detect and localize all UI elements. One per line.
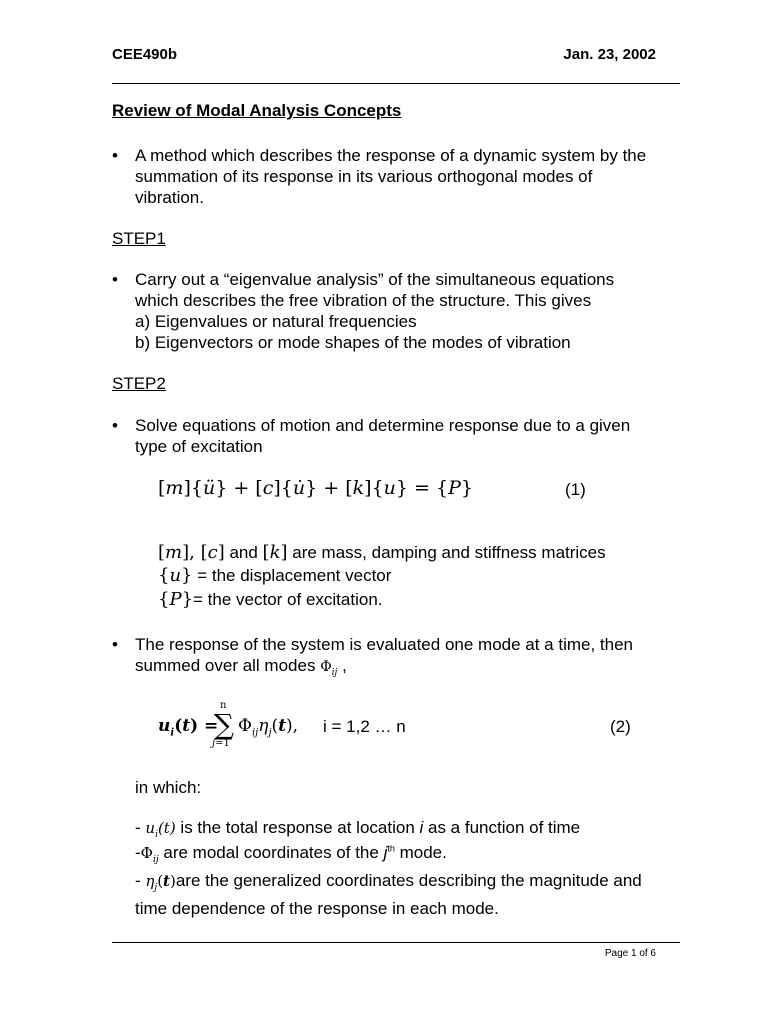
definition-displacement: {u} = the displacement vector [158,565,392,586]
bullet-dot: • [112,416,118,435]
in-which-label: in which: [135,778,202,797]
item-total-response-text: is the total response at location [175,818,420,837]
bullet-solve-line1: Solve equations of motion and determine response due to a given [135,416,631,435]
bullet-eigen-line3: a) Eigenvalues or natural frequencies [135,312,417,331]
definition-excitation: {P}= the vector of excitation. [158,589,383,610]
equation-2: $u_i(t)$ = n ∑ j=1 $\Phi_{ij}\eta_j(t)$, i = 1,2 … n [158,700,406,749]
bullet-eigen-line2: which describes the free vibration of the structure. This gives [135,291,592,310]
item-generalized-coordinates-text: are the generalized coordinates describing the magnitude and [175,871,642,890]
equation-2-number: (2) [610,717,631,736]
bullet-solve-line2: type of excitation [135,437,263,456]
item-total-response-tail: as a function of time [423,818,581,837]
bullet-method-line3: vibration. [135,188,204,207]
bullet-method-line2: summation of its response in its various orthogonal modes of [135,167,593,186]
equation-2-index: i = 1,2 … n [323,717,406,736]
document-date: Jan. 23, 2002 [563,46,656,63]
bullet-method-line1: A method which describes the response of a dynamic system by the [135,146,647,165]
item-generalized-coordinates-line2: time dependence of the response in each mode. [135,899,499,918]
equation-1: [m]{ü} + [c]{u̇} + [k]{u} = {P} [158,477,473,499]
bullet-dot: • [112,270,118,289]
footer-rule [112,942,680,943]
definition-matrices-text: are mass, damping and stiffness matrices [287,543,606,562]
page-title: Review of Modal Analysis Concepts [112,101,402,120]
bullet-response-line2-text: summed over all modes [135,656,321,675]
bullet-eigen-line4: b) Eigenvectors or mode shapes of the modes of vibration [135,333,571,352]
definition-and: and [224,543,263,562]
item-total-response: - $u_i(t)$ is the total response at location i as a function of time [135,818,581,840]
equation-1-number: (1) [565,480,586,499]
item-modal-coordinates: $-\Phi_{ij}$ are modal coordinates of the $j^{th}$ mode. [135,843,447,865]
step1-heading: STEP1 [112,229,166,248]
bullet-dot: • [112,146,118,165]
item-mode-sup: th [387,843,395,854]
item-location-i: i [419,818,424,837]
definition-excitation-text: = the vector of excitation. [193,590,383,609]
step2-heading: STEP2 [112,374,166,393]
definition-displacement-text: = the displacement vector [192,566,392,585]
page-number: Page 1 of 6 [604,948,656,959]
item-modal-coordinates-text: are modal coordinates of the [158,843,384,862]
bullet-eigen-line1: Carry out a “eigenvalue analysis” of the simultaneous equations [135,270,615,289]
item-modal-coordinates-tail: mode. [394,843,447,862]
header-rule [112,83,680,84]
item-mode-j: j [383,843,388,862]
bullet-response-line1: The response of the system is evaluated one mode at a time, then [135,635,634,654]
definition-matrices: [m], [c] and [k] are mass, damping and stiffness matrices [158,542,606,563]
course-code: CEE490b [112,46,178,63]
item-generalized-coordinates: - $\eta_j(t)are$ the generalized coordinates describing the magnitude and [135,871,642,893]
bullet-response-line2: summed over all modes $\Phi_{ij}$ , [135,656,347,678]
bullet-dot: • [112,635,118,654]
